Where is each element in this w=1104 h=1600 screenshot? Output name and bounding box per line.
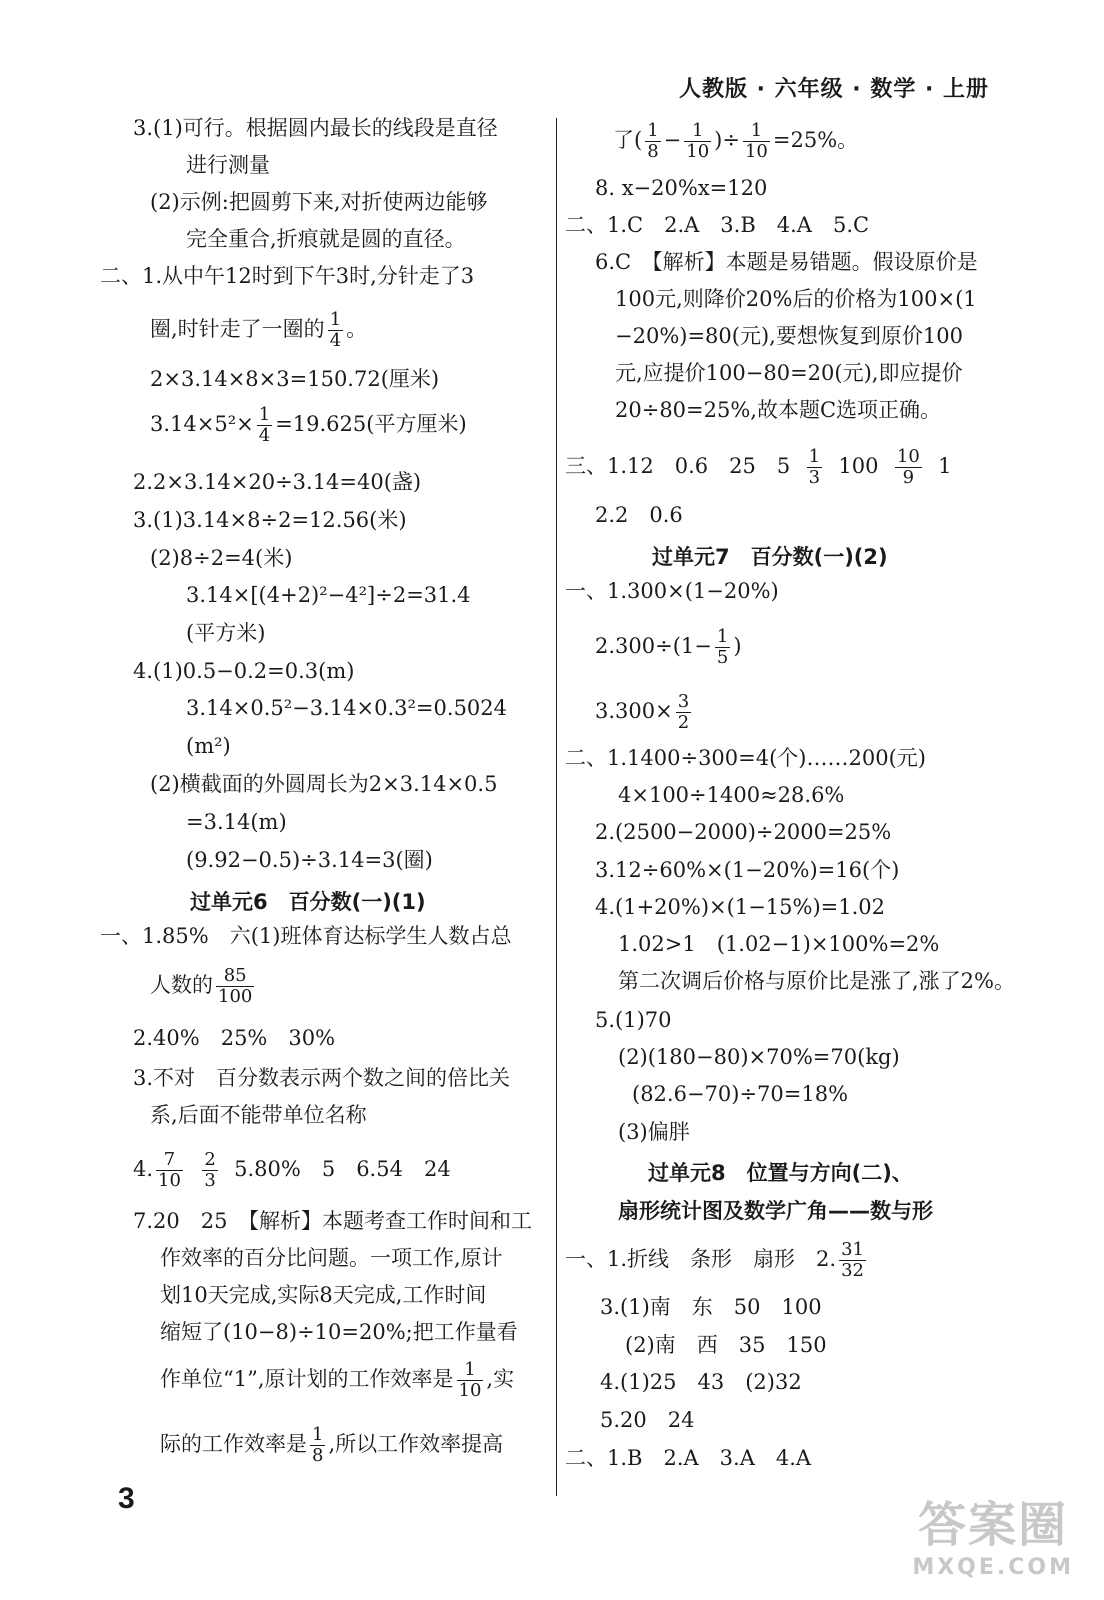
answer-line: (9.92−0.5)÷3.14=3(圈) xyxy=(186,848,433,872)
fraction xyxy=(684,121,711,162)
answer-line-fraction xyxy=(133,1150,451,1191)
answer-line: 一、1.300×(1−20%) xyxy=(565,579,779,603)
answer-line: 进行测量 xyxy=(186,153,270,177)
answer-line: 2.2 0.6 xyxy=(595,503,683,527)
answer-line: 4.(1)0.5−0.2=0.3(m) xyxy=(133,659,355,683)
section-heading: 过单元7 百分数(一)(2) xyxy=(652,545,888,569)
denominator: 100 xyxy=(218,986,253,1007)
fraction xyxy=(895,447,922,488)
numerator: 10 xyxy=(896,446,920,467)
watermark-url: MXQE.COM xyxy=(912,1555,1074,1580)
answer-line: 6.C 【解析】本题是易错题。假设原价是 xyxy=(595,250,978,274)
fraction xyxy=(328,310,343,351)
answer-line-fraction xyxy=(595,627,742,668)
text: 5.80% 5 6.54 24 xyxy=(234,1157,451,1181)
answer-line: 完全重合,折痕就是圆的直径。 xyxy=(186,227,466,251)
numerator: 1 xyxy=(457,1360,484,1381)
denominator: 8 xyxy=(312,1445,324,1466)
denominator: 2 xyxy=(677,712,690,733)
answer-line: 二、1.C 2.A 3.B 4.A 5.C xyxy=(565,213,870,237)
fraction xyxy=(457,1360,484,1401)
fraction xyxy=(807,447,822,488)
numerator: 85 xyxy=(216,966,254,987)
denominator: 5 xyxy=(716,647,729,668)
fraction xyxy=(310,1425,325,1466)
denominator: 32 xyxy=(841,1260,864,1281)
answer-line: 3.12÷60%×(1−20%)=16(个) xyxy=(595,858,900,882)
answer-line: 二、1.B 2.A 3.A 4.A xyxy=(565,1446,812,1470)
answer-line: 2.2×3.14×20÷3.14=40(盏) xyxy=(133,470,422,494)
answer-line: (2)8÷2=4(米) xyxy=(150,546,293,570)
text: − xyxy=(663,128,682,152)
answer-line: (2)(180−80)×70%=70(kg) xyxy=(618,1045,900,1069)
text: 4. xyxy=(133,1157,154,1181)
answer-line: 3.(1)南 东 50 100 xyxy=(600,1295,822,1319)
text: )÷ xyxy=(714,128,740,152)
text: 100 xyxy=(838,454,879,478)
answer-line: (2)横截面的外圆周长为2×3.14×0.5 xyxy=(150,772,498,796)
numerator: 1 xyxy=(716,626,729,647)
answer-line-fraction xyxy=(613,121,858,162)
answer-line: 二、1.从中午12时到下午3时,分针走了3 xyxy=(100,264,475,288)
answer-line: =3.14(m) xyxy=(186,810,287,834)
text: 一、1.折线 条形 扇形 2. xyxy=(565,1247,837,1271)
text: ,实 xyxy=(486,1367,515,1391)
fraction xyxy=(257,405,272,446)
text: 际的工作效率是 xyxy=(160,1432,307,1456)
answer-line: (m²) xyxy=(186,734,231,758)
header-title: 人教版 · 六年级 · 数学 · 上册 xyxy=(678,77,989,102)
text: 。 xyxy=(346,317,368,341)
numerator: 1 xyxy=(312,1424,324,1445)
numerator: 2 xyxy=(204,1149,216,1170)
answer-line: 第二次调后价格与原价比是涨了,涨了2%。 xyxy=(618,969,1015,993)
answer-line: 3.不对 百分数表示两个数之间的倍比关 xyxy=(133,1066,511,1090)
answer-line: 3.14×[(4+2)²−4²]÷2=31.4 xyxy=(186,583,471,607)
answer-line-fraction xyxy=(160,1360,514,1401)
fraction xyxy=(156,1150,183,1191)
fraction xyxy=(202,1150,217,1191)
section-heading: 过单元6 百分数(一)(1) xyxy=(190,890,426,914)
watermark-logo xyxy=(912,1486,1074,1580)
answer-line: 7.20 25 【解析】本题考查工作时间和工 xyxy=(133,1209,532,1233)
answer-line: 20÷80=25%,故本题C选项正确。 xyxy=(615,398,942,422)
denominator: 10 xyxy=(458,1380,482,1401)
answer-line: 100元,则降价20%后的价格为100×(1 xyxy=(615,287,977,311)
answer-line-fraction xyxy=(150,310,367,351)
answer-line-fraction xyxy=(595,692,694,733)
section-heading: 过单元8 位置与方向(二)、 xyxy=(648,1161,913,1185)
text: ,所以工作效率提高 xyxy=(328,1432,504,1456)
answer-line: 4×100÷1400≈28.6% xyxy=(618,783,845,807)
answer-line-fraction xyxy=(160,1425,503,1466)
text: 人数的 xyxy=(150,973,213,997)
denominator: 8 xyxy=(647,141,659,162)
answer-line: 1.02>1 (1.02−1)×100%=2% xyxy=(618,932,940,956)
text: 三、1.12 0.6 25 5 xyxy=(565,454,791,478)
answer-line: 5.(1)70 xyxy=(595,1008,672,1032)
text: 圈,时针走了一圈的 xyxy=(150,317,325,341)
text: 了( xyxy=(613,128,643,152)
answer-line: 4.(1+20%)×(1−15%)=1.02 xyxy=(595,895,886,919)
answer-line: 2.40% 25% 30% xyxy=(133,1026,336,1050)
numerator: 1 xyxy=(329,309,342,330)
answer-line: 5.20 24 xyxy=(600,1408,695,1432)
answer-line-fraction xyxy=(150,966,257,1007)
answer-line: 元,应提价100−80=20(元),即应提价 xyxy=(615,361,963,385)
answer-line: 3.14×0.5²−3.14×0.3²=0.5024 xyxy=(186,696,508,720)
denominator: 4 xyxy=(329,330,342,351)
numerator: 1 xyxy=(808,446,821,467)
numerator: 31 xyxy=(841,1239,864,1260)
column-divider xyxy=(556,118,557,1496)
answer-line-fraction xyxy=(565,447,952,488)
numerator: 1 xyxy=(684,121,711,142)
page-number: 3 xyxy=(118,1482,135,1515)
answer-line: 作效率的百分比问题。一项工作,原计 xyxy=(160,1246,503,1270)
denominator: 9 xyxy=(902,467,915,488)
denominator: 10 xyxy=(744,141,768,162)
text: =25%。 xyxy=(772,128,859,152)
numerator: 1 xyxy=(647,120,659,141)
text: 3.300× xyxy=(595,699,673,723)
text: 3.14×5²× xyxy=(150,412,254,436)
denominator: 3 xyxy=(808,467,821,488)
answer-line: −20%)=80(元),要想恢复到原价100 xyxy=(615,324,963,348)
answer-line: 系,后面不能带单位名称 xyxy=(150,1103,367,1127)
text: =19.625(平方厘米) xyxy=(275,412,467,436)
text: 作单位“1”,原计划的工作效率是 xyxy=(160,1367,454,1391)
text: 1 xyxy=(938,454,952,478)
numerator: 1 xyxy=(743,121,770,142)
numerator: 3 xyxy=(677,691,690,712)
text: ) xyxy=(733,634,742,658)
text: 2.300÷(1− xyxy=(595,634,712,658)
answer-line: 3.(1)3.14×8÷2=12.56(米) xyxy=(133,508,407,532)
fraction xyxy=(645,121,660,162)
denominator: 3 xyxy=(204,1170,216,1191)
answer-line: 2.(2500−2000)÷2000=25% xyxy=(595,820,892,844)
numerator: 1 xyxy=(258,404,271,425)
fraction xyxy=(743,121,770,162)
answer-line: 2×3.14×8×3=150.72(厘米) xyxy=(150,367,440,391)
fraction xyxy=(216,966,254,1007)
answer-line: 二、1.1400÷300=4(个)……200(元) xyxy=(565,746,926,770)
fraction xyxy=(839,1240,866,1281)
answer-line: (3)偏胖 xyxy=(618,1120,690,1144)
answer-line: 一、1.85% 六(1)班体育达标学生人数占总 xyxy=(100,924,512,948)
answer-line: 4.(1)25 43 (2)32 xyxy=(600,1370,802,1394)
answer-line: (2)南 西 35 150 xyxy=(625,1333,827,1357)
answer-line: 3.(1)可行。根据圆内最长的线段是直径 xyxy=(133,116,498,140)
answer-line: 8. x−20%x=120 xyxy=(595,176,768,200)
answer-line: (2)示例:把圆剪下来,对折使两边能够 xyxy=(150,190,488,214)
fraction xyxy=(715,627,730,668)
answer-line: 缩短了(10−8)÷10=20%;把工作量看 xyxy=(160,1320,518,1344)
answer-line: (平方米) xyxy=(186,621,266,645)
answer-line-fraction xyxy=(150,405,467,446)
denominator: 4 xyxy=(258,425,271,446)
watermark-text: 答案圈 xyxy=(918,1497,1069,1553)
denominator: 10 xyxy=(158,1170,181,1191)
answer-line-fraction xyxy=(565,1240,869,1281)
answer-line: 划10天完成,实际8天完成,工作时间 xyxy=(160,1283,487,1307)
numerator: 7 xyxy=(156,1150,183,1171)
section-heading: 扇形统计图及数学广角——数与形 xyxy=(618,1199,933,1223)
fraction xyxy=(676,692,691,733)
denominator: 10 xyxy=(686,141,710,162)
answer-line: (82.6−70)÷70=18% xyxy=(632,1082,849,1106)
